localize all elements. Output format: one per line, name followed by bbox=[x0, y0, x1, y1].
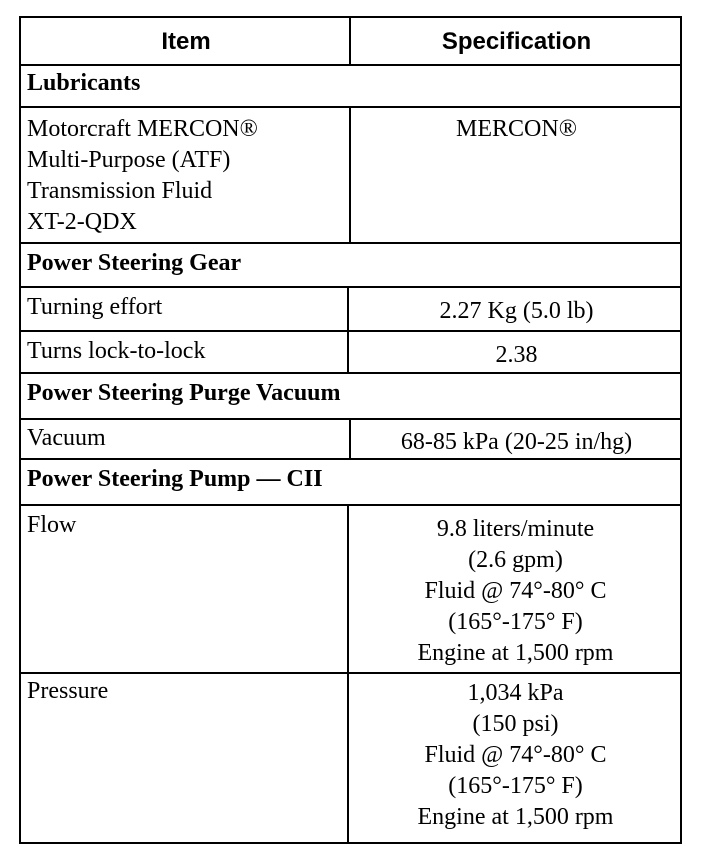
item-cell: Motorcraft MERCON® Multi-Purpose (ATF) Transmission Fluid XT-2-QDX bbox=[27, 116, 258, 235]
item-cell: Flow bbox=[27, 512, 77, 538]
spec-cell: MERCON® bbox=[456, 116, 577, 142]
section-title-lubricants: Lubricants bbox=[27, 70, 141, 96]
spec-cell: 9.8 liters/minute (2.6 gpm) Fluid @ 74°-80° C (165°-175° F) Engine at 1,500 rpm bbox=[417, 516, 614, 666]
divider bbox=[21, 458, 680, 460]
item-cell: Vacuum bbox=[27, 425, 106, 451]
item-cell: Turns lock-to-lock bbox=[27, 338, 206, 364]
spec-cell: 2.38 bbox=[495, 342, 538, 368]
divider bbox=[349, 106, 351, 244]
header-item: Item bbox=[161, 28, 211, 55]
header-specification: Specification bbox=[441, 28, 592, 55]
divider bbox=[349, 18, 351, 66]
section-title-power-steering-pump: Power Steering Pump — CII bbox=[27, 466, 323, 492]
divider bbox=[21, 504, 680, 506]
spec-cell: 1,034 kPa (150 psi) Fluid @ 74°-80° C (165°-175° F) Engine at 1,500 rpm bbox=[417, 680, 614, 830]
divider bbox=[21, 64, 680, 66]
section-title-power-steering-gear: Power Steering Gear bbox=[27, 250, 242, 276]
section-title-purge-vacuum: Power Steering Purge Vacuum bbox=[27, 380, 341, 406]
divider bbox=[349, 418, 351, 460]
spec-cell: 68-85 kPa (20-25 in/hg) bbox=[400, 429, 633, 455]
item-cell: Pressure bbox=[27, 678, 109, 704]
spec-cell: 2.27 Kg (5.0 lb) bbox=[439, 298, 594, 324]
divider bbox=[21, 372, 680, 374]
spec-table bbox=[19, 16, 682, 844]
divider bbox=[21, 242, 680, 244]
divider bbox=[21, 286, 680, 288]
item-cell: Turning effort bbox=[27, 294, 163, 320]
divider bbox=[21, 330, 680, 332]
divider bbox=[21, 672, 680, 674]
